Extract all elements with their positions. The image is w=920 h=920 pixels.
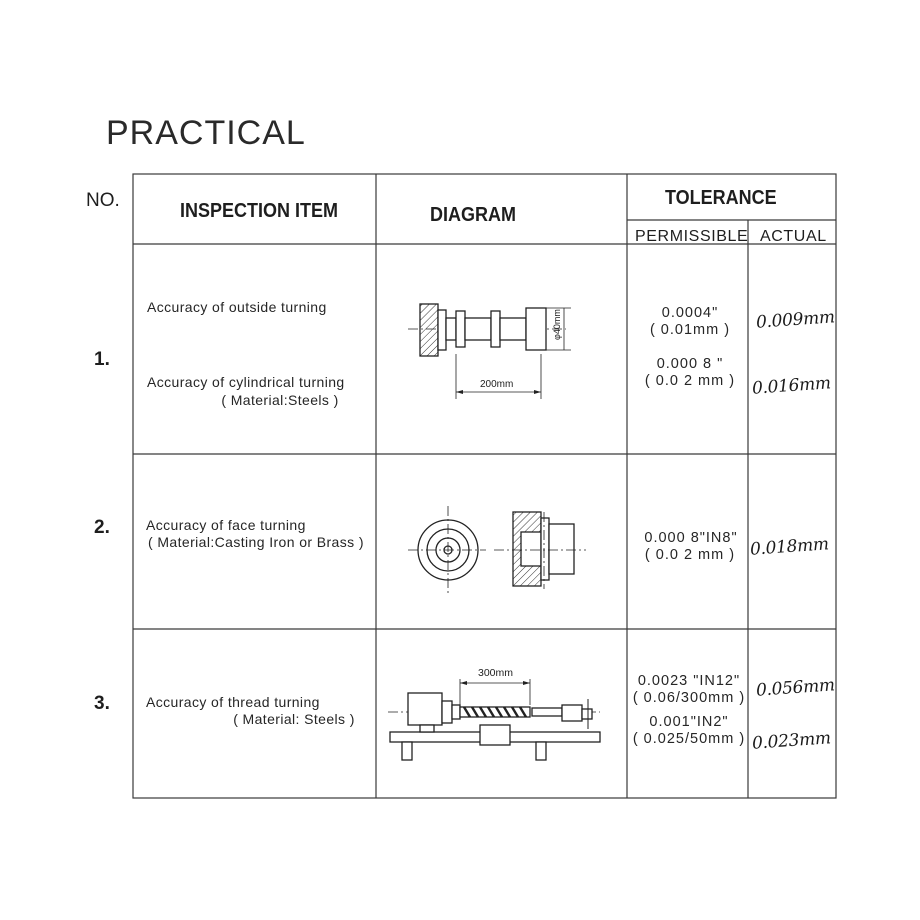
- row-3-material: ( Material: Steels ): [233, 711, 355, 727]
- row-2-tolerance-mm: ( 0.0 2 mm ): [644, 547, 736, 563]
- header-no: NO.: [86, 190, 120, 211]
- row-1-material: ( Material:Steels ): [221, 392, 339, 408]
- header-inspection-item: INSPECTION ITEM: [180, 200, 339, 222]
- header-permissible: PERMISSIBLE: [635, 228, 749, 245]
- row-3-tolerance-a-mm: ( 0.06/300mm ): [632, 690, 746, 706]
- row-1-tolerance-b-mm: ( 0.0 2 mm ): [644, 373, 736, 389]
- row-1-tolerance-b-inch: 0.000 8 ": [656, 356, 724, 372]
- row-1-tolerance-a-mm: ( 0.01mm ): [649, 322, 731, 338]
- row-3-dim-length: 300mm: [478, 667, 514, 679]
- row-3-tolerance-b-mm: ( 0.025/50mm ): [632, 731, 746, 747]
- row-3-tolerance-b-inch: 0.001"IN2": [649, 714, 729, 730]
- row-3-number: 3.: [94, 693, 110, 714]
- header-actual: ACTUAL: [760, 228, 827, 245]
- row-2-actual: 0.018mm: [749, 534, 830, 560]
- row-1-number: 1.: [94, 349, 110, 370]
- row-2-material: ( Material:Casting Iron or Brass ): [148, 534, 364, 550]
- row-1-tolerance-a-inch: 0.0004": [661, 305, 719, 321]
- row-2-tolerance-inch: 0.000 8"IN8": [644, 530, 738, 546]
- row-3-tolerance-a-inch: 0.0023 "IN12": [637, 673, 741, 689]
- row-2-number: 2.: [94, 517, 110, 538]
- row-3-actual-a: 0.056mm: [755, 675, 836, 701]
- row-3-diagram: [376, 629, 627, 798]
- row-2-diagram: [376, 454, 627, 629]
- page-title: PRACTICAL: [106, 114, 306, 152]
- row-3-item-thread: Accuracy of thread turning: [146, 694, 320, 710]
- row-1-dim-diameter: φ40mm: [552, 309, 562, 340]
- row-1-diagram: [376, 244, 627, 454]
- row-1-item-outside: Accuracy of outside turning: [147, 299, 327, 315]
- header-diagram: DIAGRAM: [430, 204, 516, 226]
- row-3-actual-b: 0.023mm: [751, 728, 832, 754]
- row-1-dim-length: 200mm: [480, 379, 514, 390]
- row-2-item-face: Accuracy of face turning: [146, 517, 306, 533]
- header-tolerance: TOLERANCE: [665, 187, 777, 209]
- row-1-actual-b: 0.016mm: [751, 373, 832, 399]
- row-1-item-cylindrical: Accuracy of cylindrical turning: [147, 374, 345, 390]
- row-1-actual-a: 0.009mm: [755, 307, 836, 333]
